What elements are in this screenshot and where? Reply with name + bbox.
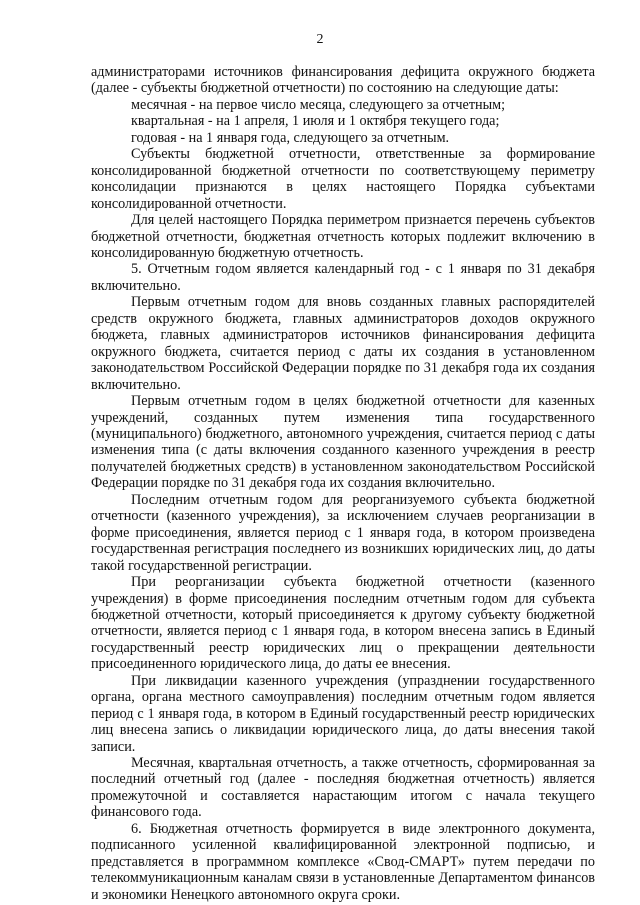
paragraph: Первым отчетным годом для вновь созданных главных распорядителей средств окружного бюджета, главных администраторов доходов окружного бюджета, главных администраторов источников финансирования дефицита окружного бюджета, считается период с даты их создания в установленном законодательством Российской Федерации порядке по 31 декабря года их создания включительно. — [91, 294, 595, 393]
document-body — [91, 64, 595, 903]
paragraph: Субъекты бюджетной отчетности, ответственные за формирование консолидированной бюджетной отчетности по соответствующему периметру консолидации признаются в целях настоящего Порядка субъектами консолидированной отчетности. — [91, 146, 595, 212]
paragraph: Последним отчетным годом для реорганизуемого субъекта бюджетной отчетности (казенного учреждения), за исключением случаев реорганизации в форме присоединения, является период с 1 января года, в котором произведена государственная регистрация последнего из возникших юридических лиц, до даты такой государственной регистрации. — [91, 491, 595, 574]
paragraph: 6. Бюджетная отчетность формируется в виде электронного документа, подписанного усиленной квалифицированной электронной подписью, и представляется в программном комплексе «Свод-СМАРТ» путем передачи по телекоммуникационным каналам связи в установленные Департаментом финансов и экономики Ненецкого автономного округа сроки. — [91, 820, 595, 903]
page-number: 2 — [316, 32, 324, 47]
paragraph: Для целей настоящего Порядка периметром признается перечень субъектов бюджетной отчетности, бюджетная отчетность которых подлежит включению в консолидированную бюджетную отчетность. — [91, 212, 595, 261]
paragraph: Месячная, квартальная отчетность, а также отчетность, сформированная за последний отчетный год (далее - последняя бюджетная отчетность) является промежуточной и составляется нарастающим итогом с начала текущего финансового года. — [91, 755, 595, 821]
list-item: годовая - на 1 января года, следующего за отчетным. — [131, 129, 450, 146]
paragraph: администраторами источников финансирования дефицита окружного бюджета (далее - субъекты бюджетной отчетности) по состоянию на следующие даты: — [91, 64, 595, 97]
paragraph: При ликвидации казенного учреждения (упразднении государственного органа, органа местного самоуправления) последним отчетным годом является период с 1 января года, в котором в Единый государственный реестр юридических лиц внесена запись о ликвидации юридического лица, до даты внесения такой записи. — [91, 672, 595, 755]
paragraph: 5. Отчетным годом является календарный год - с 1 января по 31 декабря включительно. — [91, 261, 595, 294]
paragraph: Первым отчетным годом в целях бюджетной отчетности для казенных учреждений, созданных путем изменения типа государственного (муниципального) бюджетного, автономного учреждения, считается период с даты изменения типа (с даты включения созданного казенного учреждения в реестр получателей бюджетных средств) в установленном законодательством Российской Федерации порядке по 31 декабря года их создания включительно. — [91, 393, 595, 492]
list-item: квартальная - на 1 апреля, 1 июля и 1 октября текущего года; — [131, 113, 500, 130]
list-item: месячная - на первое число месяца, следующего за отчетным; — [131, 96, 506, 113]
paragraph: При реорганизации субъекта бюджетной отчетности (казенного учреждения) в форме присоединения последним отчетным годом для субъекта бюджетной отчетности, который присоединяется к другому субъекту бюджетной отчетности, является период с 1 января года, в котором внесена запись в Единый государственный реестр юридических лиц о прекращении деятельности присоединенного юридического лица, до даты ее внесения. — [91, 574, 595, 673]
